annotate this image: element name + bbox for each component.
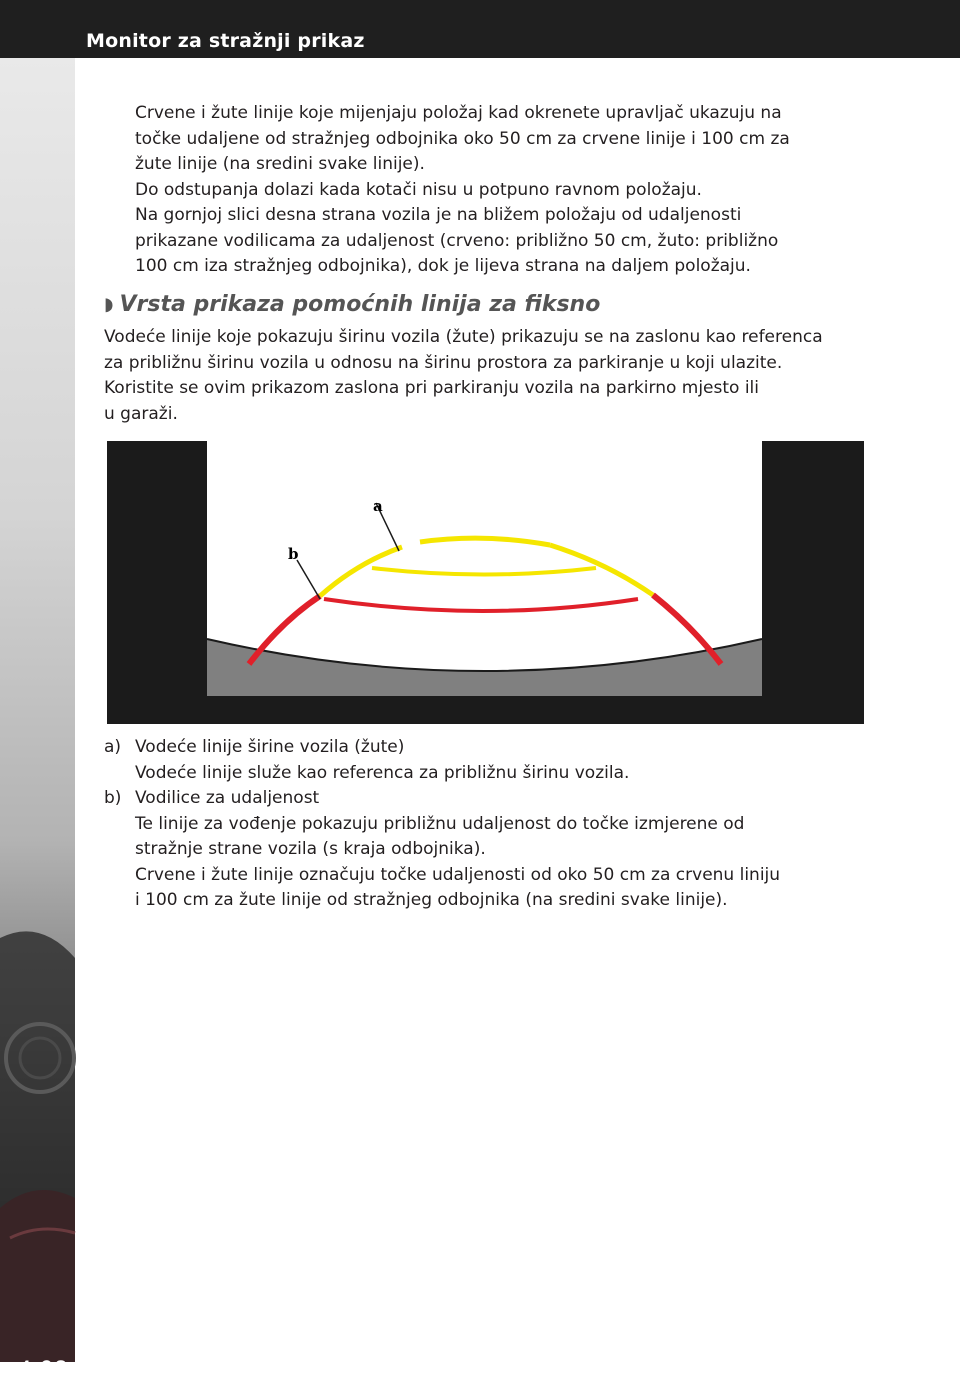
section-line: u garaži. <box>104 403 178 424</box>
callout-label-a: a <box>373 497 383 515</box>
section-line: Vodeće linije koje pokazuju širinu vozila (žute) prikazuju se na zaslonu kao referenca <box>104 327 823 347</box>
intro-paragraph <box>135 101 790 280</box>
intro-line: Na gornjoj slici desna strana vozila je na bližem položaju od udaljenosti <box>135 205 742 225</box>
intro-line: točke udaljene od stražnjeg odbojnika oko 50 cm za crvene linije i 100 cm za <box>135 128 790 149</box>
legend-line: Vodilice za udaljenost <box>135 788 320 808</box>
guide-lines-figure <box>107 441 864 724</box>
legend-line: stražnje strane vozila (s kraja odbojnika). <box>135 839 486 859</box>
legend-line: Te linije za vođenje pokazuju približnu udaljenost do točke izmjerene od <box>135 813 745 834</box>
section-title: Vrsta prikaza pomoćnih linija za fiksno <box>119 292 601 317</box>
legend-item <box>104 786 780 914</box>
legend-line: Vodeće linije služe kao referenca za približnu širinu vozila. <box>135 762 630 783</box>
camera-view-illustration <box>107 441 864 724</box>
section-heading <box>104 292 600 317</box>
section-paragraph <box>104 325 823 427</box>
section-marker-icon: ◗ <box>104 294 114 315</box>
legend-line: i 100 cm za žute linije od stražnjeg odbojnika (na sredini svake linije). <box>135 890 728 910</box>
intro-line: 100 cm iza stražnjeg odbojnika), dok je lijeva strana na daljem položaju. <box>135 256 751 276</box>
callout-label-b: b <box>288 545 299 563</box>
header-title: Monitor za stražnji prikaz <box>86 30 365 52</box>
page-header <box>0 0 960 58</box>
section-line: Koristite se ovim prikazom zaslona pri parkiranju vozila na parkirno mjesto ili <box>104 378 760 398</box>
sidebar-decoration <box>0 58 75 1383</box>
page-number: 4-98 <box>18 1358 68 1383</box>
legend-line: Vodeće linije širine vozila (žute) <box>135 737 405 757</box>
intro-line: prikazane vodilicama za udaljenost (crveno: približno 50 cm, žuto: približno <box>135 230 779 251</box>
intro-line: Do odstupanja dolazi kada kotači nisu u potpuno ravnom položaju. <box>135 179 702 200</box>
legend-line: Crvene i žute linije označuju točke udaljenosti od oko 50 cm za crvenu liniju <box>135 864 781 885</box>
car-interior-image <box>0 58 75 1362</box>
figure-legend <box>104 735 780 914</box>
legend-marker: b) <box>104 788 122 808</box>
intro-line: žute linije (na sredini svake linije). <box>135 154 425 174</box>
legend-item <box>104 735 780 786</box>
intro-line: Crvene i žute linije koje mijenjaju položaj kad okrenete upravljač ukazuju na <box>135 103 782 123</box>
section-line: za približnu širinu vozila u odnosu na širinu prostora za parkiranje u koji ulazite. <box>104 352 783 373</box>
legend-marker: a) <box>104 737 122 757</box>
